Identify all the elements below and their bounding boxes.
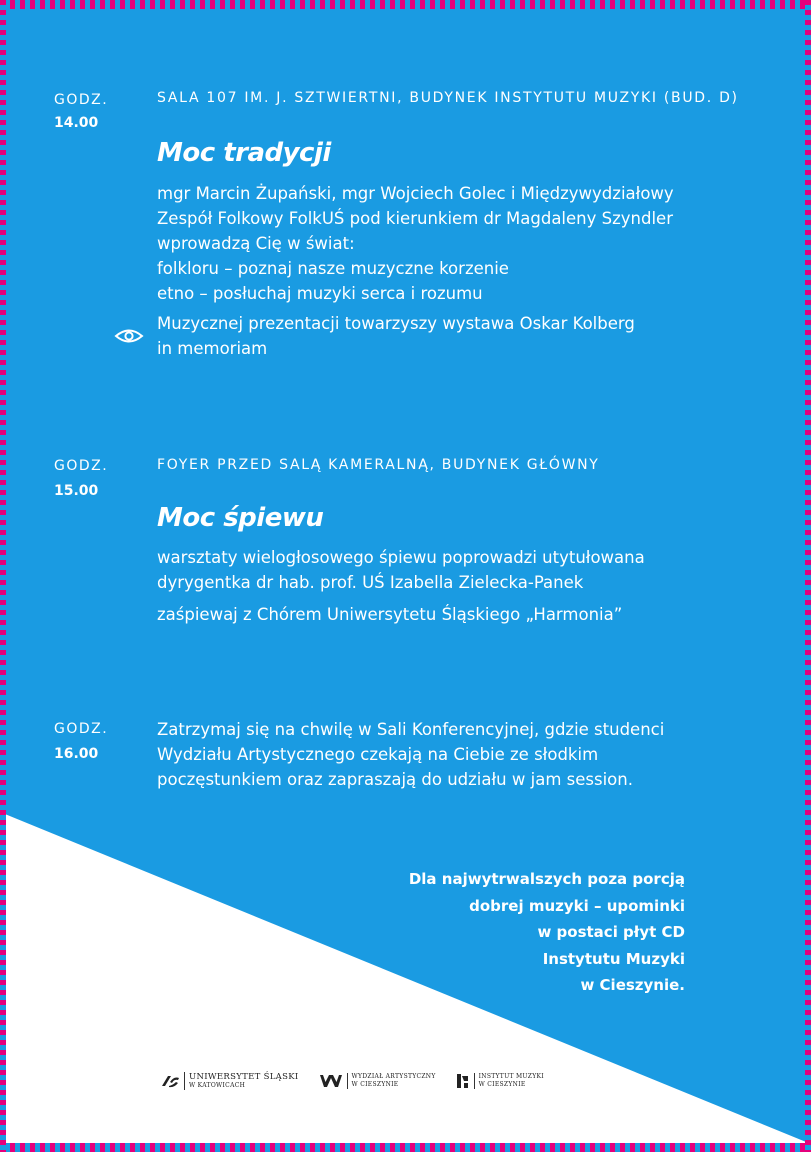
session-3-label: GODZ. — [54, 721, 109, 737]
eye-icon — [114, 326, 144, 346]
session-1-venue: SALA 107 IM. J. SZTWIERTNI, BUDYNEK INSTYTUTU MUZYKI (BUD. D) — [157, 90, 739, 106]
logo-instytut-muzyki — [456, 1073, 544, 1089]
logo-wydzial-artystyczny — [319, 1073, 436, 1089]
session-1-description — [157, 181, 787, 306]
logo-name: INSTYTUT MUZYKI — [478, 1073, 544, 1080]
logo-bar — [160, 1070, 564, 1092]
session-2-venue: FOYER PRZED SALĄ KAMERALNĄ, BUDYNEK GŁÓWNY — [157, 457, 600, 473]
closing-line: Instytutu Muzyki — [542, 949, 685, 968]
session-2-line: warsztaty wielogłosowego śpiewu poprowadzi utytułowana — [157, 548, 645, 567]
border-right — [805, 0, 811, 1152]
closing-line: w postaci płyt CD — [537, 923, 685, 941]
logo-sub: W CIESZYNIE — [351, 1081, 399, 1088]
session-2-description — [157, 545, 787, 595]
exhibition-line: in memoriam — [157, 339, 268, 358]
im-logo-icon — [456, 1073, 470, 1089]
logo-sub: W CIESZYNIE — [478, 1081, 526, 1088]
session-3-line: poczęstunkiem oraz zapraszają do udziału w jam session. — [157, 770, 633, 789]
session-1-line: mgr Marcin Żupański, mgr Wojciech Golec i Międzywydziałowy — [157, 184, 674, 203]
session-1-exhibition — [157, 311, 787, 361]
closing-line: dobrej muzyki – upominki — [469, 896, 685, 915]
logo-text — [184, 1072, 299, 1090]
session-2-title: Moc śpiewu — [157, 503, 324, 533]
logo-sub: W KATOWICACH — [189, 1082, 246, 1089]
session-2-label: GODZ. — [54, 458, 109, 474]
us-logo-icon — [160, 1074, 180, 1088]
exhibition-line: Muzycznej prezentacji towarzyszy wystawa Oskar Kolberg — [157, 314, 635, 333]
session-1-hour: 14.00 — [54, 115, 99, 131]
logo-text — [347, 1073, 436, 1089]
wa-logo-icon — [319, 1074, 343, 1088]
session-3-hour: 16.00 — [54, 746, 99, 762]
border-bottom — [0, 1143, 811, 1152]
closing-note — [409, 866, 685, 999]
logo-name: WYDZIAŁ ARTYSTYCZNY — [351, 1073, 436, 1080]
session-1-line: folkloru – poznaj nasze muzyczne korzenie — [157, 259, 509, 278]
session-3-description — [157, 717, 787, 792]
closing-line: Dla najwytrwalszych poza porcją — [408, 870, 685, 888]
session-3-line: Zatrzymaj się na chwilę w Sali Konferencyjnej, gdzie studenci — [157, 720, 665, 739]
closing-line: w Cieszynie. — [580, 976, 685, 994]
session-3-line: Wydziału Artystycznego czekają na Ciebie ze słodkim — [157, 745, 599, 764]
logo-text — [474, 1073, 544, 1089]
session-1-line: Zespół Folkowy FolkUŚ pod kierunkiem dr Magdaleny Szyndler — [157, 209, 673, 228]
border-top — [0, 0, 811, 9]
session-1-label: GODZ. — [54, 92, 109, 108]
border-left — [0, 0, 6, 1152]
session-2-hour: 15.00 — [54, 483, 99, 499]
session-2-extra: zaśpiewaj z Chórem Uniwersytetu Śląskiego „Harmonia” — [157, 605, 623, 624]
session-1-line: etno – posłuchaj muzyki serca i rozumu — [157, 284, 483, 303]
logo-uniwersytet-slaski — [160, 1072, 299, 1090]
session-1-title: Moc tradycji — [157, 138, 331, 168]
logo-name: UNIWERSYTET ŚLĄSKI — [189, 1072, 299, 1082]
session-1-line: wprowadzą Cię w świat: — [157, 234, 355, 253]
session-2-line: dyrygentka dr hab. prof. UŚ Izabella Zielecka-Panek — [157, 573, 584, 592]
